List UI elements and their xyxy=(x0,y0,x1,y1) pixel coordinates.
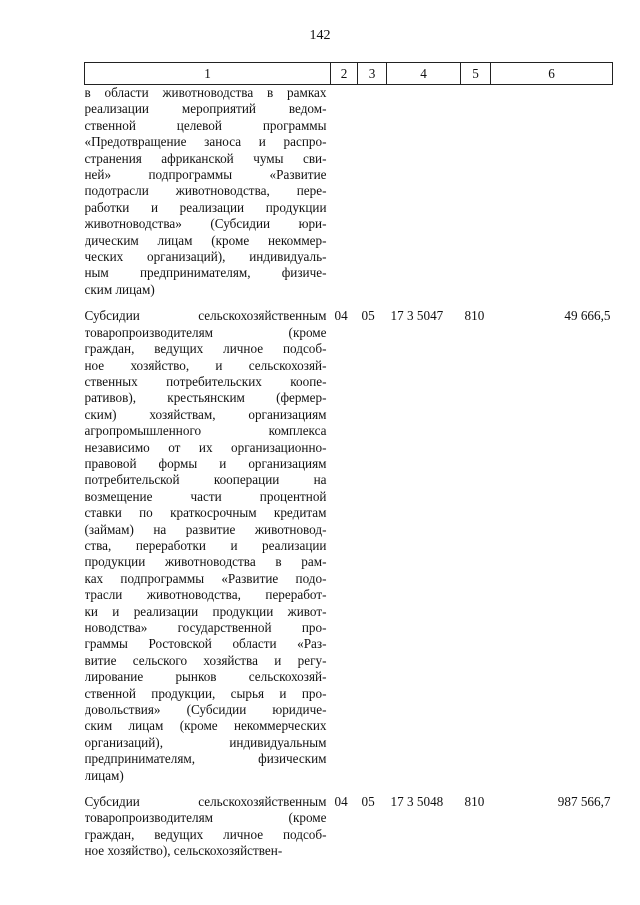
description-line: ческих организаций), индивидуаль- xyxy=(84,249,327,265)
description-line: странения африканской чумы сви- xyxy=(84,150,327,166)
description-line: ственных потребительских коопе- xyxy=(84,373,327,389)
description-line: довольствия» (Субсидии юридиче- xyxy=(84,702,327,718)
description-line: ственной продукции, сырья и про- xyxy=(84,685,327,701)
description-line: ративов), крестьянским (фермер- xyxy=(84,390,327,406)
description-line: товаропроизводителям (кроме xyxy=(84,324,327,340)
header-col-1: 1 xyxy=(85,63,331,85)
description-line: подотрасли животноводства, пере- xyxy=(84,183,327,199)
header-col-2: 2 xyxy=(331,63,358,85)
table-body xyxy=(85,85,613,860)
description-line: ней» подпрограммы «Развитие xyxy=(84,167,327,183)
table-header-row xyxy=(85,63,613,85)
description-line: животноводства» (Субсидии юри- xyxy=(84,216,327,232)
table-row xyxy=(85,794,613,860)
description-line: продукции животноводства в рам- xyxy=(84,554,327,570)
row-section-code: 04 xyxy=(334,794,348,810)
page-number: 142 xyxy=(309,28,331,43)
description-line: ное хозяйство, и сельскохозяй- xyxy=(84,357,327,373)
description-line: Субсидии сельскохозяйственным xyxy=(84,794,327,810)
row-amount: 49 666,5 xyxy=(564,308,611,324)
description-line: правовой формы и организациям xyxy=(84,455,327,471)
description-line: ным предпринимателям, физиче- xyxy=(84,265,327,281)
description-line: новодства» государственной про- xyxy=(84,620,327,635)
description-line: возмещение части процентной xyxy=(84,488,327,504)
description-line: ским лицам) xyxy=(84,281,155,297)
description-line: ки и реализации продукции живот- xyxy=(84,603,327,619)
description-line: ским) хозяйствам, организациям xyxy=(84,406,327,422)
row-target-article-code xyxy=(387,85,461,309)
description-line: граждан, ведущих личное подсоб- xyxy=(84,341,327,357)
row-subsection-code: 05 xyxy=(361,308,375,324)
row-section-code: 04 xyxy=(334,308,348,324)
description-line: дическим лицам (кроме некоммер- xyxy=(84,232,327,248)
description-line: лицам) xyxy=(84,767,124,783)
description-line: трасли животноводства, переработ- xyxy=(84,587,327,603)
table-row xyxy=(85,85,613,309)
description-line: (займам) на развитие животновод- xyxy=(84,521,327,537)
description-line: граммы Ростовской области «Раз- xyxy=(84,636,327,652)
row-description xyxy=(85,308,331,794)
row-subsection-code xyxy=(358,85,387,309)
description-line: ставки по краткосрочным кредитам xyxy=(84,505,327,521)
header-col-6: 6 xyxy=(491,63,613,85)
description-line: предпринимателям, физическим xyxy=(84,751,327,767)
description-line: «Предотвращение заноса и распро- xyxy=(84,134,327,150)
row-expense-type-code: 810 xyxy=(464,794,485,810)
description-line: работки и реализации продукции xyxy=(84,199,327,215)
description-line: ственной целевой программы xyxy=(84,117,327,133)
description-line: агропромышленного комплекса xyxy=(84,423,327,439)
description-line: независимо от их организационно- xyxy=(84,439,327,455)
header-col-5: 5 xyxy=(461,63,491,85)
header-col-4: 4 xyxy=(387,63,461,85)
description-line: ским лицам (кроме некоммерческих xyxy=(84,718,327,734)
row-target-article-code: 17 3 5047 xyxy=(390,308,444,324)
row-expense-type-code xyxy=(461,85,491,309)
description-line: в области животноводства в рамках xyxy=(84,85,327,100)
row-amount: 987 566,7 xyxy=(557,794,611,810)
description-line: ства, переработки и реализации xyxy=(84,537,327,553)
description-line: ное хозяйство), сельскохозяйствен- xyxy=(84,843,283,859)
row-subsection-code: 05 xyxy=(361,794,375,810)
description-line: организаций), индивидуальным xyxy=(84,734,327,750)
description-line: потребительской кооперации на xyxy=(84,472,327,488)
description-line: Субсидии сельскохозяйственным xyxy=(84,308,327,324)
budget-table xyxy=(84,62,613,860)
description-line: граждан, ведущих личное подсоб- xyxy=(84,826,327,842)
row-amount xyxy=(491,85,613,309)
row-description xyxy=(85,794,331,860)
description-line: ках подпрограммы «Развитие подо- xyxy=(84,570,327,586)
table-row xyxy=(85,308,613,794)
description-line: товаропроизводителям (кроме xyxy=(84,810,327,826)
row-section-code xyxy=(331,85,358,309)
description-line: реализации мероприятий ведом- xyxy=(84,101,327,117)
row-expense-type-code: 810 xyxy=(464,308,485,324)
description-line: витие сельского хозяйства и регу- xyxy=(84,652,327,668)
row-target-article-code: 17 3 5048 xyxy=(390,794,444,810)
description-line: лирование рынков сельскохозяй- xyxy=(84,669,327,685)
row-description xyxy=(85,85,331,309)
header-col-3: 3 xyxy=(358,63,387,85)
